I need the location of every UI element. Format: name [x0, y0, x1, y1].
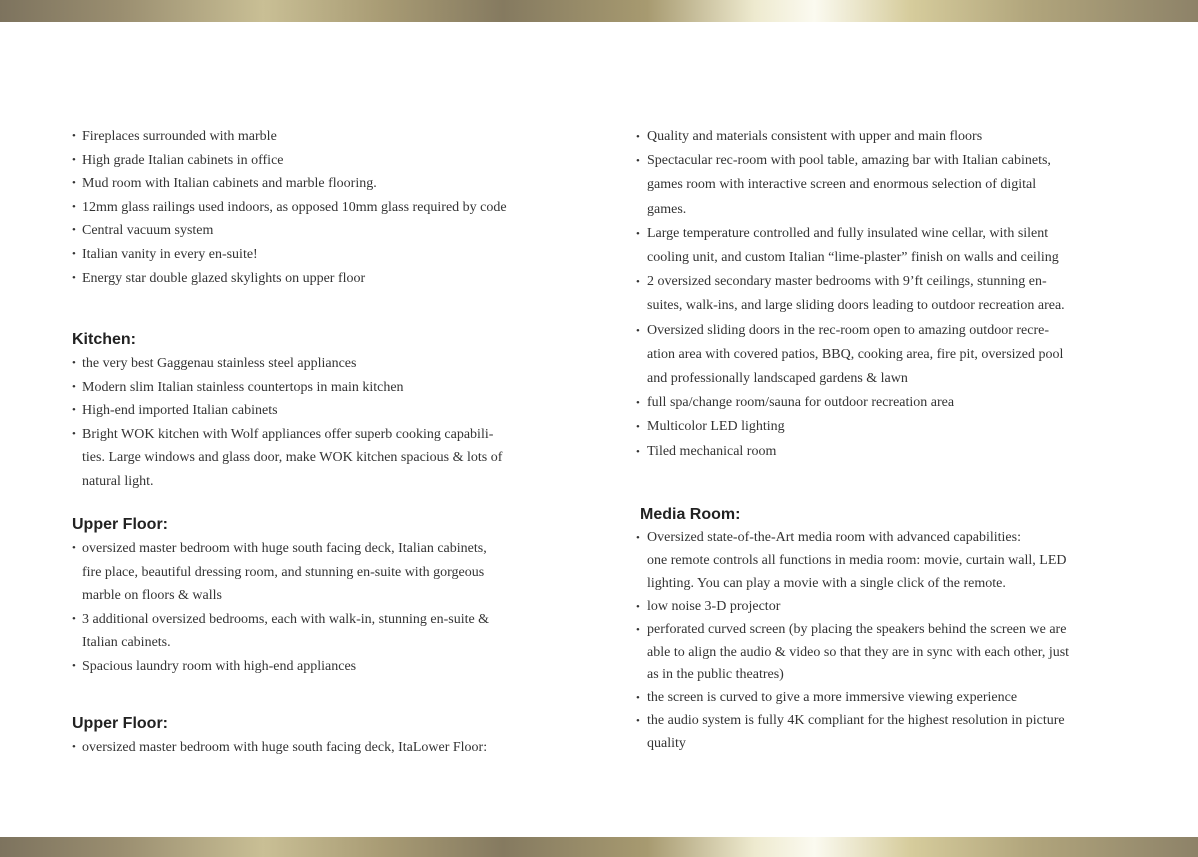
list-item: games room with interactive screen and enormous selection of digital [647, 177, 1037, 193]
list-item: marble on floors & walls [82, 588, 222, 604]
list-item: fire place, beautiful dressing room, and stunning en-suite with gorgeous [82, 564, 485, 580]
media-room-heading: Media Room: [640, 506, 741, 523]
list-item: • High grade Italian cabinets in office [72, 149, 507, 173]
list-item: • Italian vanity in every en-suite! [72, 243, 507, 267]
list-item: • 3 additional oversized bedrooms, each with walk-in, stunning en-suite & [72, 608, 489, 632]
list-item: ties. Large windows and glass door, make WOK kitchen spacious & lots of [82, 450, 503, 466]
list-item: quality [647, 736, 686, 752]
top-gold-band [0, 0, 1198, 22]
upper-floor-list [72, 537, 489, 679]
list-item: • the audio system is fully 4K compliant for the highest resolution in picture [636, 710, 1069, 733]
list-item: as in the public theatres) [647, 667, 784, 683]
list-item: • full spa/change room/sauna for outdoor recreation area [636, 391, 1065, 415]
features-list [72, 125, 507, 290]
kitchen-list [72, 352, 502, 494]
list-item: one remote controls all functions in media room: movie, curtain wall, LED [647, 552, 1067, 568]
list-item: • Tiled mechanical room [636, 440, 1065, 464]
upper-floor-heading: Upper Floor: [72, 516, 168, 533]
list-item: • the screen is curved to give a more immersive viewing experience [636, 687, 1069, 710]
lower-floor-list [636, 125, 1065, 464]
list-item: • Central vacuum system [72, 219, 507, 243]
list-item: and professionally landscaped gardens & lawn [647, 371, 908, 387]
list-item: • Spacious laundry room with high-end appliances [72, 655, 489, 679]
list-item: • 2 oversized secondary master bedrooms with 9’ft ceilings, stunning en- [636, 270, 1065, 294]
list-item: lighting. You can play a movie with a single click of the remote. [647, 575, 1006, 591]
kitchen-heading: Kitchen: [72, 331, 136, 348]
list-item: Italian cabinets. [82, 635, 171, 651]
list-item: • oversized master bedroom with huge south facing deck, ItaLower Floor: [72, 736, 487, 760]
list-item: • perforated curved screen (by placing the speakers behind the screen we are [636, 619, 1069, 642]
list-item: • oversized master bedroom with huge south facing deck, Italian cabinets, [72, 537, 489, 561]
list-item: • Oversized sliding doors in the rec-room open to amazing outdoor recre- [636, 319, 1065, 343]
upper-floor-list-2 [72, 736, 487, 760]
list-item: • Bright WOK kitchen with Wolf appliances offer superb cooking capabili- [72, 423, 502, 447]
media-room-list [636, 527, 1069, 756]
list-item: • Quality and materials consistent with upper and main floors [636, 125, 1065, 149]
list-item: • Fireplaces surrounded with marble [72, 125, 507, 149]
list-item: • Oversized state-of-the-Art media room with advanced capabilities: [636, 527, 1069, 550]
list-item: able to align the audio & video so that they are in sync with each other, just [647, 644, 1070, 660]
list-item: • Mud room with Italian cabinets and marble flooring. [72, 172, 507, 196]
list-item: • 12mm glass railings used indoors, as opposed 10mm glass required by code [72, 196, 507, 220]
list-item: • High-end imported Italian cabinets [72, 399, 502, 423]
list-item: cooling unit, and custom Italian “lime-plaster” finish on walls and ceiling [647, 250, 1059, 266]
list-item: natural light. [82, 473, 154, 489]
list-item: suites, walk-ins, and large sliding doors leading to outdoor recreation area. [647, 298, 1065, 314]
list-item: • Energy star double glazed skylights on upper floor [72, 267, 507, 291]
list-item: games. [647, 201, 687, 217]
list-item: • the very best Gaggenau stainless steel appliances [72, 352, 502, 376]
list-item: • Modern slim Italian stainless countertops in main kitchen [72, 376, 502, 400]
list-item: • Large temperature controlled and fully insulated wine cellar, with silent [636, 222, 1065, 246]
list-item: • Multicolor LED lighting [636, 415, 1065, 439]
list-item: ation area with covered patios, BBQ, cooking area, fire pit, oversized pool [647, 346, 1064, 362]
list-item: • low noise 3-D projector [636, 596, 1069, 619]
upper-floor-heading-2: Upper Floor: [72, 715, 168, 732]
bottom-gold-band [0, 837, 1198, 857]
list-item: • Spectacular rec-room with pool table, amazing bar with Italian cabinets, [636, 149, 1065, 173]
